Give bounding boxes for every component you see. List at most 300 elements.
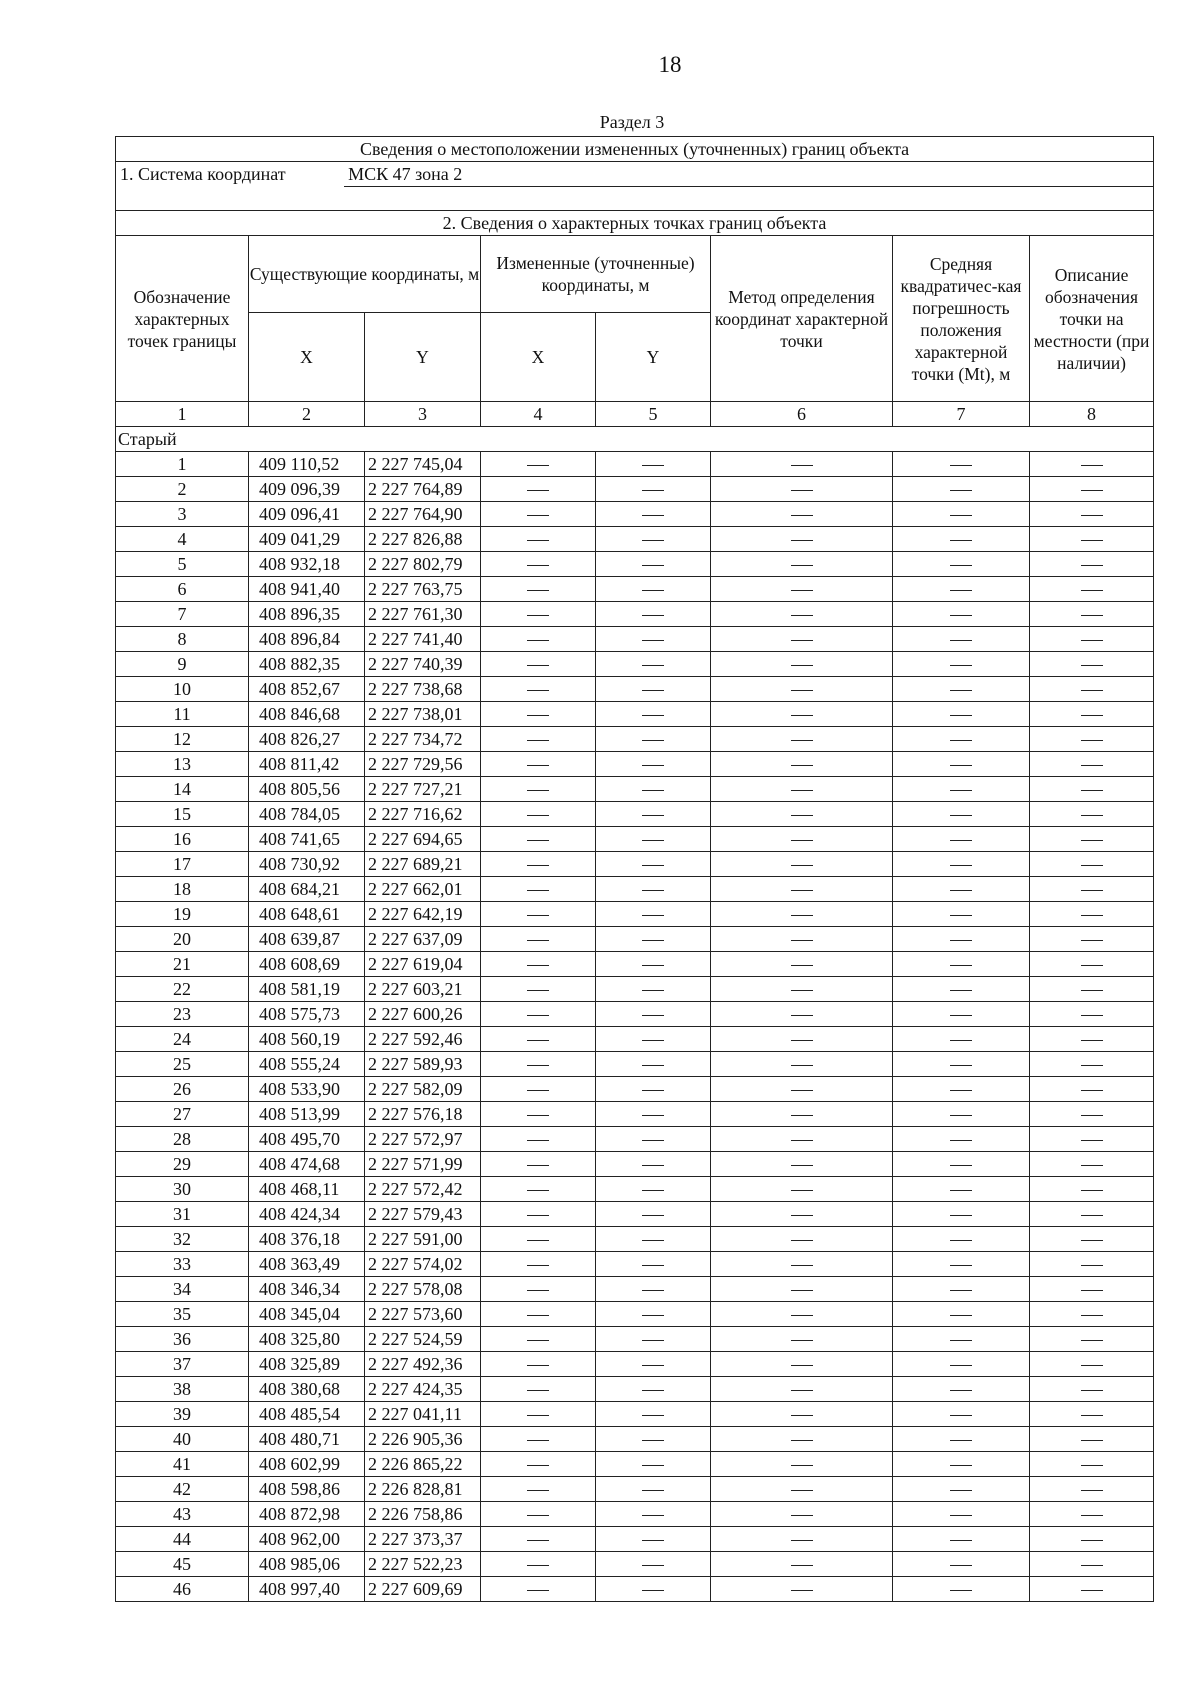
- empty-value-cell: [481, 702, 596, 727]
- dash-mark: [1081, 615, 1103, 616]
- dash-mark: [1081, 540, 1103, 541]
- empty-value-cell: [893, 1502, 1030, 1527]
- dash-mark: [642, 565, 664, 566]
- empty-value-cell: [711, 1327, 893, 1352]
- table-row: [116, 1502, 1154, 1527]
- existing-x-value: 408 805,56: [249, 777, 365, 802]
- dash-mark: [950, 565, 972, 566]
- dash-mark: [642, 1315, 664, 1316]
- dash-mark: [950, 1165, 972, 1166]
- existing-y-value: 2 227 689,21: [365, 852, 481, 877]
- point-number: 14: [116, 777, 249, 802]
- empty-value-cell: [1030, 1227, 1154, 1252]
- dash-mark: [527, 1065, 549, 1066]
- empty-value-cell: [1030, 627, 1154, 652]
- empty-value-cell: [596, 552, 711, 577]
- dash-mark: [642, 1240, 664, 1241]
- dash-mark: [642, 1015, 664, 1016]
- existing-y-value: 2 226 758,86: [365, 1502, 481, 1527]
- empty-value-cell: [1030, 1302, 1154, 1327]
- point-number: 17: [116, 852, 249, 877]
- dash-mark: [1081, 590, 1103, 591]
- empty-value-cell: [711, 1102, 893, 1127]
- dash-mark: [642, 690, 664, 691]
- dash-mark: [527, 1240, 549, 1241]
- dash-mark: [1081, 1490, 1103, 1491]
- dash-mark: [950, 515, 972, 516]
- dash-mark: [1081, 465, 1103, 466]
- dash-mark: [950, 865, 972, 866]
- column-number: 5: [596, 402, 711, 427]
- table-row: [116, 1202, 1154, 1227]
- dash-mark: [950, 1265, 972, 1266]
- empty-value-cell: [596, 1202, 711, 1227]
- existing-y-value: 2 227 740,39: [365, 652, 481, 677]
- table-row: [116, 1002, 1154, 1027]
- dash-mark: [950, 1290, 972, 1291]
- dash-mark: [791, 1090, 813, 1091]
- existing-y-value: 2 227 716,62: [365, 802, 481, 827]
- empty-value-cell: [893, 1477, 1030, 1502]
- dash-mark: [642, 1340, 664, 1341]
- point-number: 21: [116, 952, 249, 977]
- dash-mark: [950, 615, 972, 616]
- dash-mark: [527, 465, 549, 466]
- dash-mark: [950, 1540, 972, 1541]
- existing-y-value: 2 227 591,00: [365, 1227, 481, 1252]
- existing-x-value: 408 852,67: [249, 677, 365, 702]
- dash-mark: [1081, 865, 1103, 866]
- table-row: [116, 1152, 1154, 1177]
- empty-value-cell: [596, 1427, 711, 1452]
- dash-mark: [950, 790, 972, 791]
- existing-x-value: 408 555,24: [249, 1052, 365, 1077]
- point-number: 5: [116, 552, 249, 577]
- dash-mark: [527, 690, 549, 691]
- dash-mark: [1081, 1440, 1103, 1441]
- existing-y-value: 2 227 424,35: [365, 1377, 481, 1402]
- empty-value-cell: [1030, 1127, 1154, 1152]
- empty-value-cell: [481, 1077, 596, 1102]
- dash-mark: [950, 765, 972, 766]
- empty-value-cell: [596, 1352, 711, 1377]
- empty-value-cell: [481, 1327, 596, 1352]
- existing-x-value: 408 376,18: [249, 1227, 365, 1252]
- table-row: [116, 1252, 1154, 1277]
- dash-mark: [527, 865, 549, 866]
- dash-mark: [950, 940, 972, 941]
- empty-value-cell: [893, 452, 1030, 477]
- dash-mark: [950, 1590, 972, 1591]
- empty-value-cell: [893, 1427, 1030, 1452]
- point-number: 34: [116, 1277, 249, 1302]
- dash-mark: [527, 765, 549, 766]
- dash-mark: [527, 1315, 549, 1316]
- empty-value-cell: [893, 1027, 1030, 1052]
- empty-value-cell: [596, 1302, 711, 1327]
- empty-value-cell: [481, 902, 596, 927]
- existing-y-value: 2 227 589,93: [365, 1052, 481, 1077]
- empty-value-cell: [596, 802, 711, 827]
- dash-mark: [1081, 1065, 1103, 1066]
- empty-value-cell: [481, 727, 596, 752]
- empty-value-cell: [1030, 1102, 1154, 1127]
- dash-mark: [950, 1390, 972, 1391]
- dash-mark: [1081, 715, 1103, 716]
- dash-mark: [1081, 1565, 1103, 1566]
- empty-value-cell: [481, 1052, 596, 1077]
- dash-mark: [642, 1165, 664, 1166]
- point-number: 35: [116, 1302, 249, 1327]
- dash-mark: [642, 1590, 664, 1591]
- coordinate-system-row: [116, 162, 1154, 211]
- header-description: Описание обозначения точки на местности (при наличии): [1030, 236, 1154, 402]
- empty-value-cell: [711, 1302, 893, 1327]
- table-title: Сведения о местоположении измененных (уточненных) границ объекта: [116, 137, 1154, 162]
- page-number: 18: [658, 52, 682, 77]
- empty-value-cell: [711, 502, 893, 527]
- empty-value-cell: [711, 877, 893, 902]
- dash-mark: [527, 590, 549, 591]
- dash-mark: [791, 1590, 813, 1591]
- dash-mark: [527, 540, 549, 541]
- dash-mark: [642, 815, 664, 816]
- dash-mark: [642, 890, 664, 891]
- point-number: 37: [116, 1352, 249, 1377]
- empty-value-cell: [893, 552, 1030, 577]
- existing-x-value: 408 485,54: [249, 1402, 365, 1427]
- empty-value-cell: [596, 1377, 711, 1402]
- header-designation: Обозначение характерных точек границы: [116, 236, 249, 402]
- boundary-points-table: [115, 136, 1154, 1602]
- dash-mark: [791, 590, 813, 591]
- dash-mark: [642, 515, 664, 516]
- dash-mark: [791, 1140, 813, 1141]
- dash-mark: [950, 990, 972, 991]
- empty-value-cell: [893, 977, 1030, 1002]
- dash-mark: [527, 1465, 549, 1466]
- empty-value-cell: [596, 502, 711, 527]
- empty-value-cell: [481, 952, 596, 977]
- empty-value-cell: [481, 1152, 596, 1177]
- table-row: [116, 852, 1154, 877]
- dash-mark: [791, 815, 813, 816]
- empty-value-cell: [893, 1252, 1030, 1277]
- point-number: 8: [116, 627, 249, 652]
- existing-x-value: 408 581,19: [249, 977, 365, 1002]
- dash-mark: [642, 1090, 664, 1091]
- dash-mark: [642, 615, 664, 616]
- point-number: 31: [116, 1202, 249, 1227]
- dash-mark: [950, 465, 972, 466]
- dash-mark: [791, 1065, 813, 1066]
- table-row: [116, 1327, 1154, 1352]
- point-number: 10: [116, 677, 249, 702]
- dash-mark: [527, 1440, 549, 1441]
- empty-value-cell: [1030, 677, 1154, 702]
- dash-mark: [950, 640, 972, 641]
- empty-value-cell: [596, 477, 711, 502]
- dash-mark: [1081, 1290, 1103, 1291]
- dash-mark: [1081, 990, 1103, 991]
- point-number: 41: [116, 1452, 249, 1477]
- dash-mark: [642, 1190, 664, 1191]
- dash-mark: [527, 790, 549, 791]
- dash-mark: [791, 1490, 813, 1491]
- point-number: 28: [116, 1127, 249, 1152]
- empty-value-cell: [893, 802, 1030, 827]
- dash-mark: [527, 1215, 549, 1216]
- dash-mark: [527, 1090, 549, 1091]
- empty-value-cell: [596, 1002, 711, 1027]
- point-number: 40: [116, 1427, 249, 1452]
- table-row: [116, 1302, 1154, 1327]
- dash-mark: [791, 1015, 813, 1016]
- empty-value-cell: [1030, 502, 1154, 527]
- empty-value-cell: [893, 1377, 1030, 1402]
- empty-value-cell: [893, 1577, 1030, 1602]
- empty-value-cell: [711, 1427, 893, 1452]
- table-row: [116, 1077, 1154, 1102]
- empty-value-cell: [711, 1402, 893, 1427]
- dash-mark: [791, 1240, 813, 1241]
- existing-x-value: 408 882,35: [249, 652, 365, 677]
- existing-x-value: 408 608,69: [249, 952, 365, 977]
- existing-x-value: 408 380,68: [249, 1377, 365, 1402]
- point-number: 9: [116, 652, 249, 677]
- point-number: 2: [116, 477, 249, 502]
- empty-value-cell: [711, 677, 893, 702]
- empty-value-cell: [711, 552, 893, 577]
- empty-value-cell: [711, 1252, 893, 1277]
- empty-value-cell: [893, 877, 1030, 902]
- empty-value-cell: [1030, 477, 1154, 502]
- dash-mark: [1081, 1390, 1103, 1391]
- point-number: 23: [116, 1002, 249, 1027]
- dash-mark: [527, 1265, 549, 1266]
- existing-y-value: 2 227 578,08: [365, 1277, 481, 1302]
- existing-y-value: 2 226 828,81: [365, 1477, 481, 1502]
- existing-y-value: 2 227 574,02: [365, 1252, 481, 1277]
- empty-value-cell: [481, 452, 596, 477]
- dash-mark: [642, 715, 664, 716]
- existing-y-value: 2 227 582,09: [365, 1077, 481, 1102]
- empty-value-cell: [481, 1477, 596, 1502]
- empty-value-cell: [711, 1077, 893, 1102]
- dash-mark: [1081, 1265, 1103, 1266]
- table-row: [116, 827, 1154, 852]
- dash-mark: [950, 1190, 972, 1191]
- empty-value-cell: [711, 1502, 893, 1527]
- existing-x-value: 408 560,19: [249, 1027, 365, 1052]
- dash-mark: [791, 865, 813, 866]
- dash-mark: [1081, 1165, 1103, 1166]
- dash-mark: [950, 890, 972, 891]
- empty-value-cell: [893, 1202, 1030, 1227]
- empty-value-cell: [481, 1177, 596, 1202]
- dash-mark: [642, 490, 664, 491]
- dash-mark: [642, 1265, 664, 1266]
- existing-x-value: 408 363,49: [249, 1252, 365, 1277]
- dash-mark: [950, 1090, 972, 1091]
- existing-y-value: 2 227 727,21: [365, 777, 481, 802]
- dash-mark: [950, 1515, 972, 1516]
- dash-mark: [791, 790, 813, 791]
- dash-mark: [950, 1240, 972, 1241]
- empty-value-cell: [481, 552, 596, 577]
- point-number: 16: [116, 827, 249, 852]
- dash-mark: [791, 1515, 813, 1516]
- dash-mark: [527, 1140, 549, 1141]
- dash-mark: [950, 1465, 972, 1466]
- dash-mark: [950, 590, 972, 591]
- dash-mark: [791, 565, 813, 566]
- empty-value-cell: [481, 1352, 596, 1377]
- empty-value-cell: [1030, 1527, 1154, 1552]
- point-number: 38: [116, 1377, 249, 1402]
- empty-value-cell: [711, 1127, 893, 1152]
- dash-mark: [1081, 1365, 1103, 1366]
- dash-mark: [642, 1115, 664, 1116]
- dash-mark: [527, 840, 549, 841]
- dash-mark: [791, 690, 813, 691]
- dash-mark: [791, 1040, 813, 1041]
- table-row: [116, 1402, 1154, 1427]
- existing-y-value: 2 227 572,97: [365, 1127, 481, 1152]
- empty-value-cell: [596, 852, 711, 877]
- dash-mark: [1081, 1040, 1103, 1041]
- table-row: [116, 477, 1154, 502]
- empty-value-cell: [893, 1552, 1030, 1577]
- dash-mark: [950, 815, 972, 816]
- empty-value-cell: [893, 752, 1030, 777]
- empty-value-cell: [596, 952, 711, 977]
- existing-y-value: 2 227 579,43: [365, 1202, 481, 1227]
- dash-mark: [527, 1515, 549, 1516]
- empty-value-cell: [481, 1202, 596, 1227]
- empty-value-cell: [893, 702, 1030, 727]
- table-row: [116, 727, 1154, 752]
- existing-y-value: 2 227 603,21: [365, 977, 481, 1002]
- dash-mark: [791, 940, 813, 941]
- dash-mark: [950, 915, 972, 916]
- column-number: 1: [116, 402, 249, 427]
- empty-value-cell: [893, 1052, 1030, 1077]
- dash-mark: [791, 715, 813, 716]
- empty-value-cell: [481, 802, 596, 827]
- existing-x-value: 408 941,40: [249, 577, 365, 602]
- empty-value-cell: [893, 652, 1030, 677]
- table-row: [116, 627, 1154, 652]
- existing-y-value: 2 227 745,04: [365, 452, 481, 477]
- point-number: 6: [116, 577, 249, 602]
- empty-value-cell: [711, 652, 893, 677]
- empty-value-cell: [596, 1077, 711, 1102]
- point-number: 29: [116, 1152, 249, 1177]
- empty-value-cell: [893, 1177, 1030, 1202]
- dash-mark: [950, 740, 972, 741]
- dash-mark: [527, 715, 549, 716]
- empty-value-cell: [481, 877, 596, 902]
- column-number: 7: [893, 402, 1030, 427]
- dash-mark: [527, 1165, 549, 1166]
- empty-value-cell: [1030, 1027, 1154, 1052]
- existing-y-value: 2 227 492,36: [365, 1352, 481, 1377]
- existing-y-value: 2 227 373,37: [365, 1527, 481, 1552]
- empty-value-cell: [1030, 602, 1154, 627]
- point-number: 3: [116, 502, 249, 527]
- dash-mark: [791, 1440, 813, 1441]
- empty-value-cell: [711, 1052, 893, 1077]
- header-existing-x: X: [249, 313, 365, 402]
- dash-mark: [527, 940, 549, 941]
- empty-value-cell: [711, 1377, 893, 1402]
- existing-y-value: 2 227 609,69: [365, 1577, 481, 1602]
- table-row: [116, 1377, 1154, 1402]
- empty-value-cell: [481, 1527, 596, 1552]
- empty-value-cell: [481, 527, 596, 552]
- dash-mark: [527, 915, 549, 916]
- dash-mark: [527, 1490, 549, 1491]
- empty-value-cell: [893, 952, 1030, 977]
- existing-x-value: 408 896,35: [249, 602, 365, 627]
- empty-value-cell: [1030, 902, 1154, 927]
- dash-mark: [642, 965, 664, 966]
- header-error: Средняя квадратичес-кая погрешность положения характерной точки (Mt), м: [893, 236, 1030, 402]
- table-row: [116, 1277, 1154, 1302]
- empty-value-cell: [481, 1502, 596, 1527]
- existing-y-value: 2 227 573,60: [365, 1302, 481, 1327]
- dash-mark: [950, 840, 972, 841]
- empty-value-cell: [711, 752, 893, 777]
- empty-value-cell: [711, 1527, 893, 1552]
- dash-mark: [642, 1365, 664, 1366]
- empty-value-cell: [1030, 1477, 1154, 1502]
- point-number: 24: [116, 1027, 249, 1052]
- dash-mark: [1081, 790, 1103, 791]
- section-title: Раздел 3: [599, 112, 665, 132]
- empty-value-cell: [596, 1527, 711, 1552]
- dash-mark: [950, 1140, 972, 1141]
- column-number: 3: [365, 402, 481, 427]
- empty-value-cell: [1030, 1327, 1154, 1352]
- dash-mark: [642, 840, 664, 841]
- empty-value-cell: [893, 1352, 1030, 1377]
- dash-mark: [950, 1415, 972, 1416]
- existing-x-value: 408 648,61: [249, 902, 365, 927]
- dash-mark: [791, 490, 813, 491]
- existing-y-value: 2 227 763,75: [365, 577, 481, 602]
- empty-value-cell: [893, 477, 1030, 502]
- empty-value-cell: [481, 1402, 596, 1427]
- dash-mark: [527, 1115, 549, 1116]
- empty-value-cell: [596, 902, 711, 927]
- dash-mark: [527, 890, 549, 891]
- existing-y-value: 2 227 694,65: [365, 827, 481, 852]
- dash-mark: [1081, 1140, 1103, 1141]
- empty-value-cell: [711, 952, 893, 977]
- dash-mark: [527, 565, 549, 566]
- dash-mark: [527, 615, 549, 616]
- dash-mark: [527, 515, 549, 516]
- dash-mark: [1081, 690, 1103, 691]
- dash-mark: [642, 665, 664, 666]
- dash-mark: [527, 1365, 549, 1366]
- existing-y-value: 2 227 572,42: [365, 1177, 481, 1202]
- empty-value-cell: [1030, 1427, 1154, 1452]
- existing-y-value: 2 227 576,18: [365, 1102, 481, 1127]
- dash-mark: [1081, 1215, 1103, 1216]
